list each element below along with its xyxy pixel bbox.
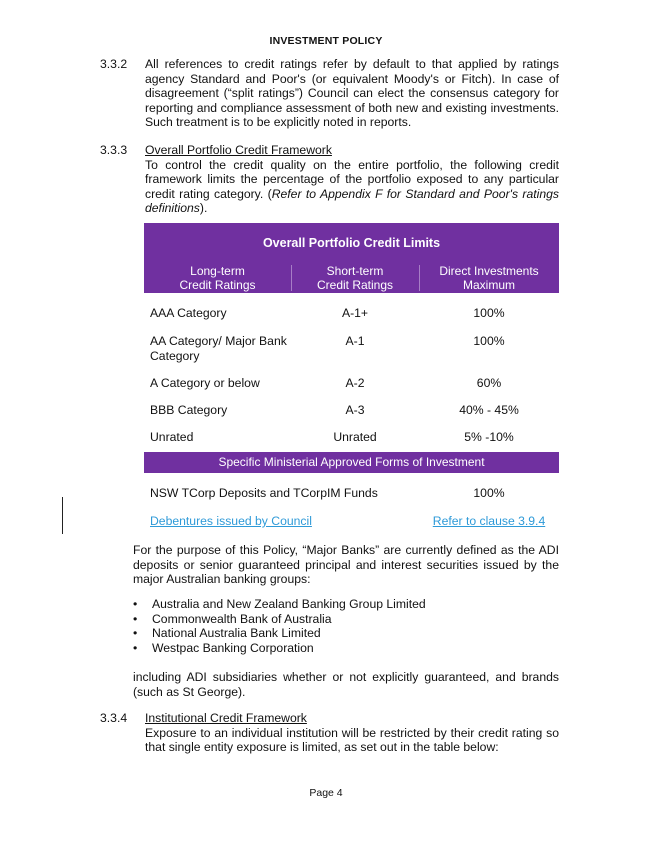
- page-number: Page 4: [309, 787, 343, 799]
- clause-text-3-3-2: All references to credit ratings refer by default to that applied by ratings agency Standard and Poor's (or equivalent Moody's or Fitch). In case of disagreement (“split ratings”) Council can elect the consensus category for reporting and compliance assessment of both new and existing investments. Such treatment is to be explicitly noted in reports.: [145, 57, 559, 130]
- list-item: • National Australia Bank Limited: [133, 626, 426, 641]
- cell-maximum: 100%: [473, 306, 505, 320]
- cell-maximum: 100%: [473, 486, 505, 500]
- cell-maximum: 100%: [473, 334, 505, 348]
- cell-long-term: AA Category/ Major Bank Category: [150, 334, 287, 363]
- header-line: Maximum: [462, 277, 515, 292]
- cell-long-term: AAA Category: [150, 306, 227, 320]
- clause-text-plain: To control the credit quality on the entire portfolio, the following credit framework limits the percentage of the portfolio exposed to any particular credit rating category. (: [145, 157, 559, 201]
- cell-maximum: 60%: [476, 376, 502, 390]
- header-line: Short-term: [326, 264, 384, 278]
- cell-investment-form: NSW TCorp Deposits and TCorpIM Funds: [150, 486, 378, 500]
- cell-short-term: A-3: [345, 403, 365, 417]
- list-item: • Westpac Banking Corporation: [133, 641, 426, 656]
- cell-short-term: A-1+: [341, 306, 369, 320]
- cell-long-term: Unrated: [150, 430, 194, 444]
- table-header-long-term: [144, 265, 291, 292]
- cell-long-term: BBB Category: [150, 403, 228, 417]
- clause-number-3-3-3: 3.3.3: [100, 143, 128, 157]
- cell-short-term: A-2: [345, 376, 365, 390]
- clause-text-italic: Refer to Appendix F for Standard and Poor's ratings definitions: [145, 186, 560, 216]
- cell-maximum: 5% -10%: [464, 430, 514, 444]
- clause-number-3-3-2: 3.3.2: [100, 57, 128, 71]
- clause-heading-3-3-3: Overall Portfolio Credit Framework: [145, 143, 332, 157]
- clause-number-3-3-4: 3.3.4: [100, 711, 128, 725]
- cell-maximum: 40% - 45%: [459, 403, 519, 417]
- clause-3-3-3: [145, 143, 559, 216]
- cell-short-term: Unrated: [333, 430, 377, 444]
- table-subheading: Specific Ministerial Approved Forms of Investment: [144, 452, 559, 473]
- header-line: Credit Ratings: [316, 277, 394, 292]
- table-header-maximum: [419, 265, 559, 292]
- header-line: Direct Investments: [439, 264, 539, 278]
- clause-3-3-4: [145, 711, 559, 755]
- table-title: Overall Portfolio Credit Limits: [144, 223, 559, 263]
- cell-long-term: A Category or below: [150, 376, 260, 390]
- clause-text-3-3-3: [145, 158, 559, 216]
- document-header: INVESTMENT POLICY: [269, 35, 383, 47]
- table-header-row: [144, 263, 559, 293]
- major-banks-intro: For the purpose of this Policy, “Major Banks” are currently defined as the ADI deposits or senior guaranteed principal and interest securities issued by the major Australian banking groups:: [133, 543, 559, 587]
- header-line: Long-term: [190, 264, 245, 278]
- major-banks-list: [133, 597, 426, 655]
- table-header-short-term: [291, 265, 419, 292]
- debentures-link[interactable]: Debentures issued by Council: [150, 514, 312, 528]
- header-line: Credit Ratings: [179, 277, 256, 292]
- clause-text-end: ).: [199, 201, 208, 216]
- cell-short-term: A-1: [345, 334, 365, 348]
- major-banks-outro: including ADI subsidiaries whether or not explicitly guaranteed, and brands (such as St George).: [133, 670, 559, 699]
- list-item: • Commonwealth Bank of Australia: [133, 612, 426, 627]
- revision-change-bar: [62, 497, 63, 534]
- clause-text-3-3-4: Exposure to an individual institution will be restricted by their credit rating so that single entity exposure is limited, as set out in the table below:: [145, 725, 559, 755]
- list-item: • Australia and New Zealand Banking Group Limited: [133, 597, 426, 612]
- clause-heading-3-3-4: Institutional Credit Framework: [145, 711, 307, 725]
- clause-3-9-4-link[interactable]: Refer to clause 3.9.4: [432, 514, 546, 528]
